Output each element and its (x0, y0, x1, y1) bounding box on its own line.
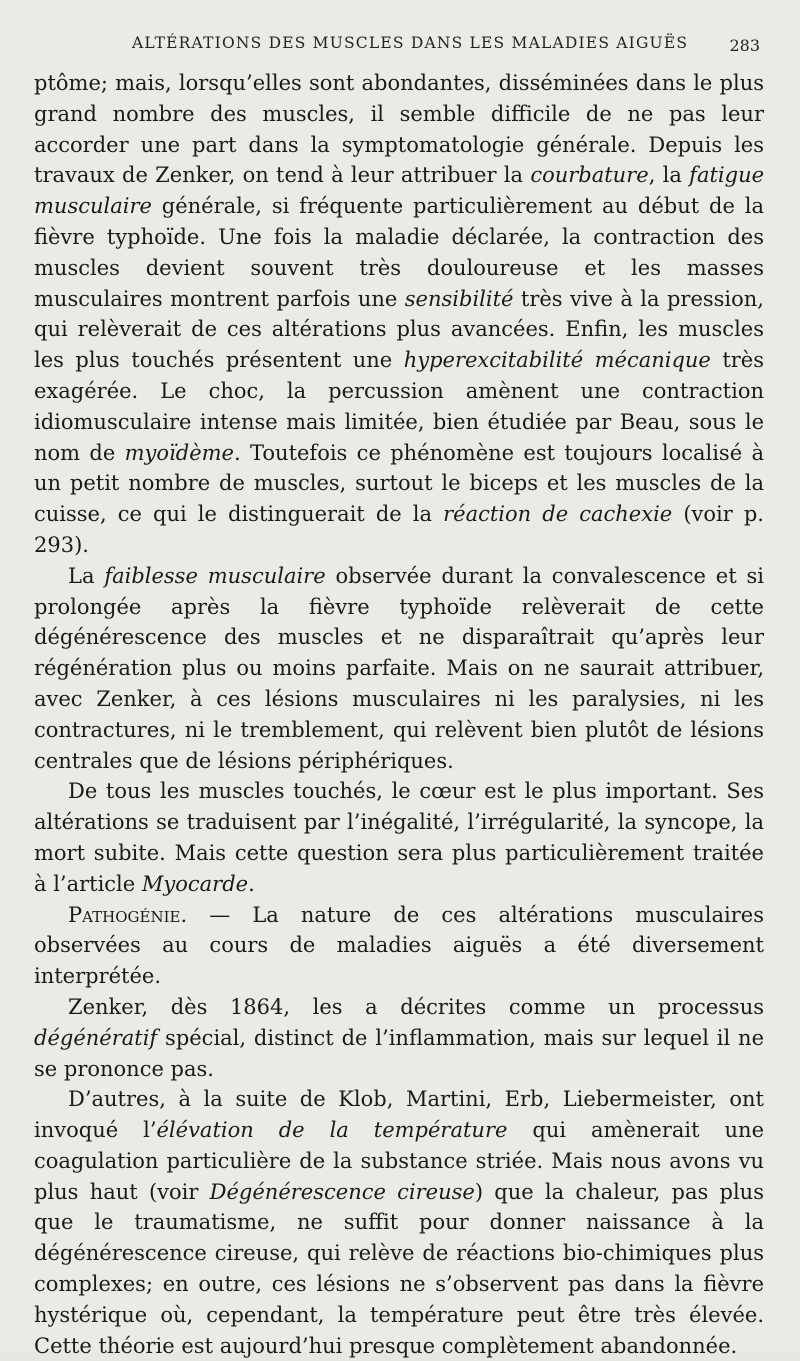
section-heading: Pathogénie. (68, 902, 188, 927)
running-head (34, 30, 764, 58)
paragraph-6 (34, 1084, 764, 1361)
text-run: très vive à la pression, qui relèverait de ces altérations plus avancées. Enfin, les muscles les plus touchés présentent une (34, 286, 764, 373)
text-run: très exagérée. Le choc, la percussion amènent une contraction idiomusculaire intense mais limitée, bien étudiée par Beau, sous le nom de (34, 348, 765, 465)
running-title: ALTÉRATIONS DES MUSCLES DANS LES MALADIES AIGUËS (132, 34, 689, 52)
text-run: Zenker, dès 1864, les a décrites comme un processus (68, 994, 764, 1019)
text-run: générale, si fréquente particulièrement au début de la fièvre typhoïde. Une fois la maladie déclarée, la contraction des muscles devient souvent très douloureuse et les masses musculaires montrent parfois une (34, 194, 764, 311)
paragraph-5 (34, 992, 764, 1084)
italic-phrase: dégénératif (34, 1025, 158, 1050)
text-run: spécial, distinct de l’inflammation, mais sur lequel il ne se prononce pas. (34, 1025, 764, 1081)
italic-phrase: hyperexcitabilité mécanique (403, 348, 711, 373)
text-run: . Toutefois ce phénomène est toujours localisé à un petit nombre de muscles, surtout le biceps et les muscles de la cuisse, ce qui le distinguerait de la (34, 440, 764, 527)
italic-phrase: Myocarde (141, 871, 249, 896)
italic-phrase: Dégénérescence cireuse (209, 1179, 475, 1204)
text-run: observée durant la convalescence et si prolongée après la fièvre typhoïde relèverait de cette dégénérescence des muscles et ne disparaîtrait qu’après leur régénération plus ou moins parfaite. Mais on ne saurait attribuer, avec Zenker, à ces lésions musculaires ni les paralysies, ni les contractures, ni le tremblement, qui relèvent bien plutôt de lésions centrales que de lésions périphériques. (34, 563, 764, 773)
body-text (34, 68, 764, 1361)
italic-phrase: sensibilité (404, 286, 514, 311)
text-run: ptôme; mais, lorsqu’elles sont abondantes, disséminées dans le plus grand nombre des muscles, il semble difficile de ne pas leur accorder une part dans la symptomatologie générale. Depuis les travaux de Zenker, on tend à leur attribuer la (34, 71, 764, 188)
paragraph-1 (34, 68, 764, 561)
italic-phrase: faiblesse musculaire (104, 563, 326, 588)
text-run: — La nature de ces altérations musculaires observées au cours de maladies aiguës a été diversement interprétée. (34, 902, 764, 989)
text-run: , la (648, 163, 690, 188)
paragraph-4 (34, 900, 764, 992)
page-number: 283 (729, 36, 760, 55)
paragraph-3 (34, 776, 764, 899)
italic-phrase: élévation de la température (156, 1118, 508, 1143)
text-run: qui amènerait une coagulation particulière de la substance striée. Mais nous avons vu plus haut (voir (34, 1118, 764, 1204)
text-run: D’autres, à la suite de Klob, Martini, Erb, Liebermeister, ont invoqué l’ (34, 1087, 764, 1143)
italic-phrase: réaction de cachexie (443, 502, 673, 527)
italic-phrase: fatigue musculaire (34, 163, 765, 219)
text-run: (voir p. 293). (34, 502, 764, 557)
paragraph-2 (34, 561, 764, 777)
text-run: De tous les muscles touchés, le cœur est le plus important. Ses altérations se traduisent par l’inégalité, l’irrégularité, la syncope, la mort subite. Mais cette question sera plus particulièrement traitée à l’article (34, 779, 764, 896)
text-run: . (248, 871, 255, 896)
text-run: La (68, 563, 105, 588)
italic-phrase: myoïdème (124, 440, 234, 465)
italic-phrase: courbature (530, 163, 649, 188)
text-run: ) que la chaleur, pas plus que le traumatisme, ne suffit pour donner naissance à la dégénérescence cireuse, qui relève de réactions bio-chimiques plus complexes; en outre, ces lésions ne s’observent pas dans la fièvre hystérique où, cependant, la température peut être très élevée. Cette théorie est aujourd’hui presque complètement abandonnée. (34, 1179, 764, 1358)
